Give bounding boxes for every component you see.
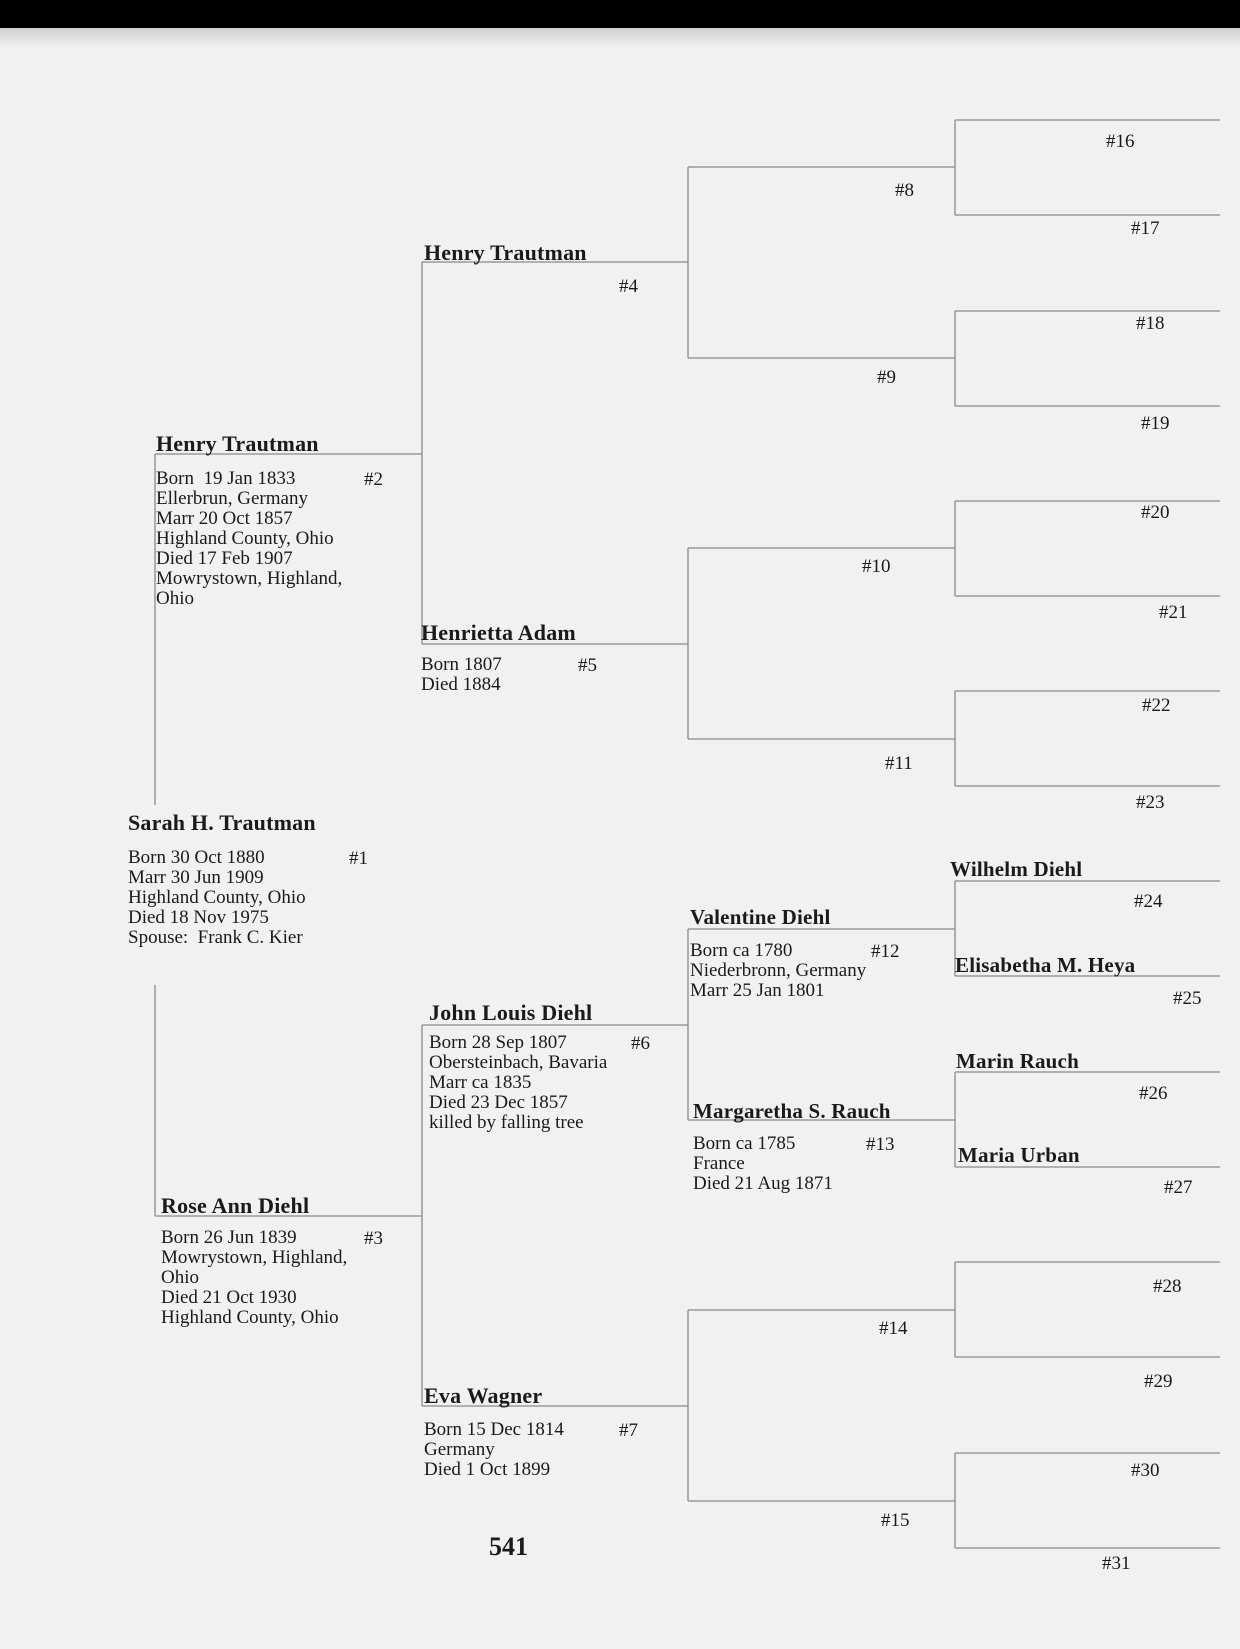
person-24-name: Wilhelm Diehl <box>950 857 1083 881</box>
number-16: #16 <box>1106 131 1135 152</box>
number-20: #20 <box>1141 502 1170 523</box>
number-8: #8 <box>895 180 914 201</box>
person-27-number: #27 <box>1164 1177 1193 1198</box>
person-13-name: Margaretha S. Rauch <box>693 1099 891 1123</box>
person-7-name: Eva Wagner <box>424 1383 543 1408</box>
person-5-number: #5 <box>578 655 597 676</box>
page-number: 541 <box>489 1532 528 1561</box>
person-26-number: #26 <box>1139 1083 1168 1104</box>
person-1-name: Sarah H. Trautman <box>128 810 316 835</box>
person-2-name: Henry Trautman <box>156 431 319 456</box>
number-11: #11 <box>885 753 913 774</box>
number-14: #14 <box>879 1318 908 1339</box>
number-22: #22 <box>1142 695 1171 716</box>
person-3-number: #3 <box>364 1228 383 1249</box>
person-12-number: #12 <box>871 941 900 962</box>
number-17: #17 <box>1131 218 1160 239</box>
number-15: #15 <box>881 1510 910 1531</box>
number-30: #30 <box>1131 1460 1160 1481</box>
number-19: #19 <box>1141 413 1170 434</box>
person-24-number: #24 <box>1134 891 1163 912</box>
person-6-number: #6 <box>631 1033 650 1054</box>
person-13-facts: Born ca 1785 France Died 21 Aug 1871 <box>693 1133 833 1194</box>
person-25-number: #25 <box>1173 988 1202 1009</box>
person-6-facts: Born 28 Sep 1807 Obersteinbach, Bavaria Marr ca 1835 Died 23 Dec 1857 killed by falling tree <box>429 1032 608 1133</box>
number-29: #29 <box>1144 1371 1173 1392</box>
person-3-facts: Born 26 Jun 1839 Mowrystown, Highland, Ohio Died 21 Oct 1930 Highland County, Ohio <box>161 1227 348 1328</box>
number-10: #10 <box>862 556 891 577</box>
number-28: #28 <box>1153 1276 1182 1297</box>
person-12-facts: Born ca 1780 Niederbronn, Germany Marr 25 Jan 1801 <box>690 940 867 1001</box>
person-1-facts: Born 30 Oct 1880 Marr 30 Jun 1909 Highland County, Ohio Died 18 Nov 1975 Spouse: Frank C. Kier <box>128 847 306 948</box>
number-18: #18 <box>1136 313 1165 334</box>
person-4-number: #4 <box>619 276 638 297</box>
person-5-facts: Born 1807 Died 1884 <box>421 654 502 695</box>
person-2-facts: Born 19 Jan 1833 Ellerbrun, Germany Marr 20 Oct 1857 Highland County, Ohio Died 17 Feb 1907 Mowrystown, Highland, Ohio <box>156 468 343 609</box>
person-13-number: #13 <box>866 1134 895 1155</box>
person-7-number: #7 <box>619 1420 638 1441</box>
person-6-name: John Louis Diehl <box>429 1000 593 1025</box>
person-12-name: Valentine Diehl <box>690 905 831 929</box>
person-7-facts: Born 15 Dec 1814 Germany Died 1 Oct 1899 <box>424 1419 564 1480</box>
number-9: #9 <box>877 367 896 388</box>
person-3-name: Rose Ann Diehl <box>161 1193 310 1218</box>
person-1-number: #1 <box>349 848 368 869</box>
person-25-name: Elisabetha M. Heya <box>955 953 1136 977</box>
number-21: #21 <box>1159 602 1188 623</box>
person-27-name: Maria Urban <box>958 1143 1080 1167</box>
person-5-name: Henrietta Adam <box>421 620 576 645</box>
number-23: #23 <box>1136 792 1165 813</box>
person-26-name: Marin Rauch <box>956 1049 1079 1073</box>
person-4-name: Henry Trautman <box>424 240 587 265</box>
number-31: #31 <box>1102 1553 1131 1574</box>
person-2-number: #2 <box>364 469 383 490</box>
